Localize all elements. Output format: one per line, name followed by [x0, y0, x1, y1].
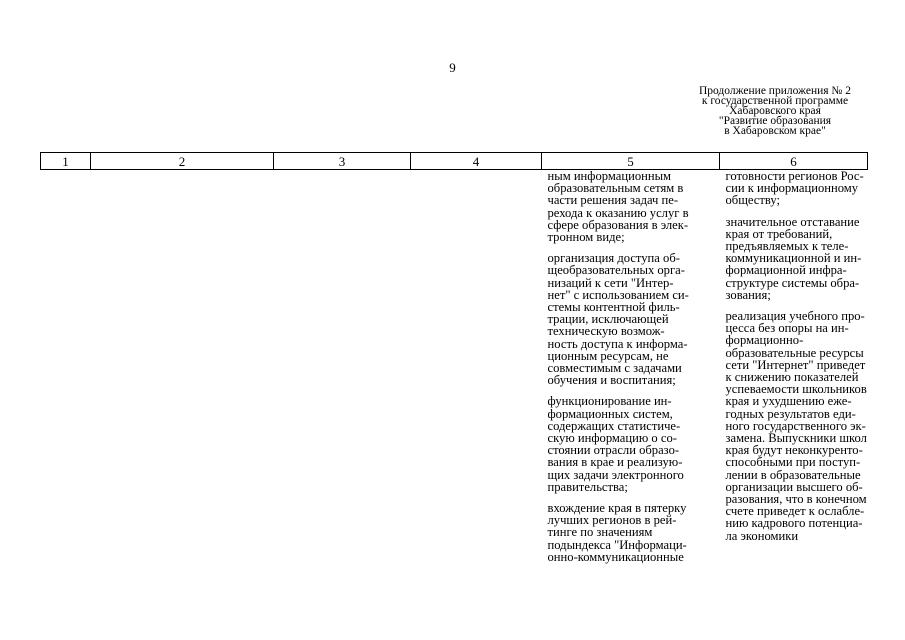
col6-text-line: замена. Выпускники школ: [725, 431, 867, 446]
col6-text-line: счете приведет к ослабле-: [725, 504, 865, 519]
col6-text-line: ного государственного эк-: [725, 418, 866, 433]
col5-text-line: ность доступа к информа-: [547, 336, 688, 351]
col5-text-line: организация доступа об-: [547, 251, 680, 266]
col5-text-line: нет" с использованием си-: [547, 287, 689, 302]
cell-col-5: [542, 170, 720, 573]
column-header-3: 3: [274, 153, 411, 170]
col5-text-line: щих задачи электронного: [547, 467, 684, 482]
col6-text-line: образовательные ресурсы: [725, 345, 864, 360]
col5-text-line: скую информацию о со-: [547, 431, 677, 446]
col5-text-line: функционирование ин-: [547, 394, 672, 409]
header-note-line: Продолжение приложения № 2: [698, 85, 852, 97]
col5-paragraph: [548, 252, 716, 386]
col6-text-line: края от требований,: [725, 226, 833, 241]
page-number: 9: [449, 60, 456, 75]
col6-text-line: обществу;: [725, 193, 781, 208]
cell-col-2: [91, 170, 274, 573]
table-row: [41, 170, 868, 573]
cell-col-6: [720, 170, 868, 573]
col5-paragraph: [548, 502, 716, 563]
col6-text-line: разования, что в конечном: [725, 492, 867, 507]
col6-text-line: реализация учебного про-: [725, 309, 865, 324]
col5-paragraph: [548, 395, 716, 493]
header-note-line: к государственной программе: [701, 95, 849, 107]
program-table: [40, 152, 868, 572]
cell-col-1: [41, 170, 91, 573]
col5-text-line: трации, исключающей: [547, 312, 669, 327]
col6-text-line: коммуникационной и ин-: [725, 251, 862, 266]
col5-text-line: формационных систем,: [547, 406, 673, 421]
col5-text-line: обучения и воспитания;: [547, 373, 676, 388]
col5-text-line: тронном виде;: [547, 230, 625, 245]
column-header-6: 6: [720, 153, 868, 170]
col5-text-line: вхождение края в пятерку: [547, 501, 687, 516]
col6-text-line: структуре системы обра-: [725, 275, 860, 290]
col6-text-line: способными при поступ-: [725, 455, 861, 470]
col5-text-line: лучших регионов в рей-: [547, 513, 677, 528]
table-header-row: [41, 153, 868, 170]
col5-text-line: стемы контентной филь-: [547, 300, 680, 315]
col5-text-line: образовательным сетям в: [547, 181, 684, 196]
col6-text-line: организации высшего об-: [725, 479, 863, 494]
col5-text-line: части решения задач пе-: [547, 193, 679, 208]
header-note-line: Хабаровского края: [729, 105, 821, 117]
col5-text-line: вания в крае и реализую-: [547, 455, 683, 470]
col6-text-line: годных результатов еди-: [725, 406, 856, 421]
col6-text-line: значительное отставание: [725, 214, 860, 229]
col5-text-line: стоянии отрасли образо-: [547, 443, 680, 458]
col5-paragraph: [548, 170, 716, 243]
column-header-5: 5: [542, 153, 720, 170]
col6-paragraph: [725, 309, 867, 543]
cell-col-4: [411, 170, 542, 573]
col6-text-line: предъявляемых к теле-: [725, 239, 849, 254]
column-header-1: 1: [41, 153, 91, 170]
col6-text-line: к снижению показателей: [725, 370, 859, 385]
col6-text-line: зования;: [725, 287, 771, 302]
cell-col-3: [274, 170, 411, 573]
col6-text-line: края и ухудшению еже-: [725, 394, 852, 409]
col5-text-line: низаций к сети "Интер-: [547, 275, 674, 290]
col5-text-line: онно-коммуникационные: [547, 549, 684, 564]
header-note-line: "Развитие образования: [718, 115, 832, 127]
col5-text-line: содержащих статистиче-: [547, 418, 681, 433]
col5-text-line: техническую возмож-: [547, 324, 665, 339]
col5-text-line: совместимым с задачами: [547, 361, 682, 376]
col6-text-line: сии к информационному: [725, 181, 859, 196]
column-header-2: 2: [91, 153, 274, 170]
col6-text-line: готовности регионов Рос-: [725, 169, 864, 183]
col5-text-line: правительства;: [547, 479, 628, 494]
col6-text-line: лении в образовательные: [725, 467, 861, 482]
col5-text-line: тинге по значениям: [547, 525, 653, 540]
col5-text-line: ционным ресурсам, не: [547, 348, 669, 363]
col5-text-line: щеобразовательных орга-: [547, 263, 685, 278]
col6-paragraph: [726, 170, 864, 207]
col5-text-line: сфере образования в элек-: [547, 217, 689, 232]
col6-text-line: края будут неконкуренто-: [725, 443, 863, 458]
appendix-header-note: [660, 86, 890, 136]
col5-text-line: ным информационным: [547, 169, 672, 183]
col6-text-line: сети "Интернет" приведет: [725, 357, 866, 372]
col6-paragraph: [726, 216, 864, 301]
col6-text-line: нию кадрового потенциа-: [725, 516, 863, 531]
col6-text-line: цесса без опоры на ин-: [725, 321, 849, 336]
col5-text-line: подындекса "Информаци-: [547, 537, 687, 552]
col6-text-line: формационно-: [725, 333, 804, 348]
col6-text-line: успеваемости школьников: [725, 382, 867, 397]
header-note-line: в Хабаровском крае": [724, 125, 826, 137]
col6-text-line: формационной инфра-: [725, 263, 847, 278]
column-header-4: 4: [411, 153, 542, 170]
col6-text-line: ла экономики: [725, 528, 799, 543]
col5-text-line: рехода к оказанию услуг в: [547, 205, 689, 220]
